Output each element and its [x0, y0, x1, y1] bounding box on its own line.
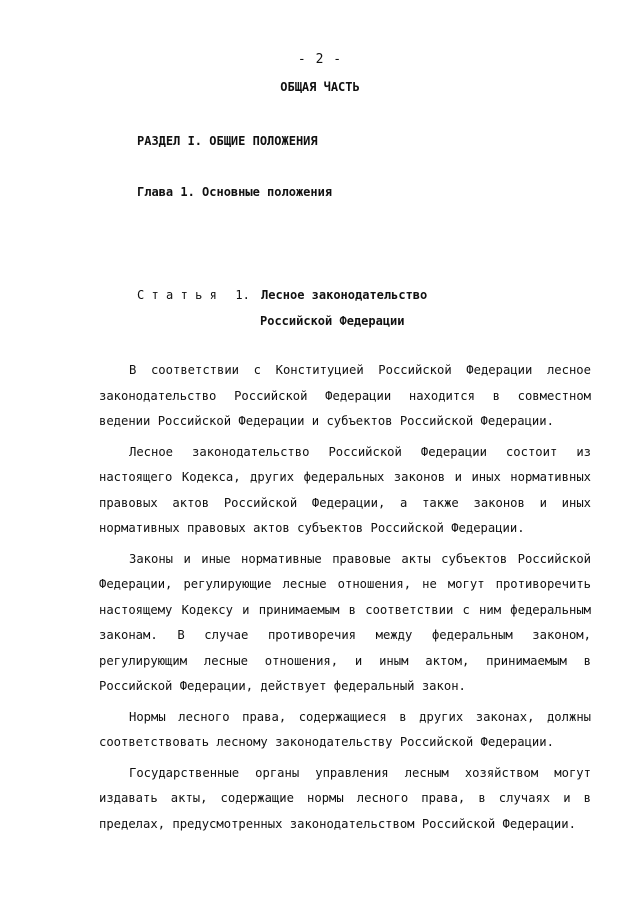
page-number: - 2 -: [297, 52, 343, 67]
chapter-title: Глава 1. Основные положения: [137, 185, 333, 199]
paragraph: Законы и иные нормативные правовые акты субъектов Российской Федерации, регулирующие лесные отношения, не могут противоречить настоящему Кодексу и принимаемым в соответствии с ним федеральным законам. В случае противоречия между федеральным законом, регулирующим лесные отношения, и иным актом, принимаемым в Российской Федерации, действует федеральный закон.: [99, 551, 591, 693]
article-body: [99, 358, 591, 842]
article-heading: [137, 288, 427, 302]
article-word: Статья: [137, 288, 225, 302]
paragraph: Лесное законодательство Российской Федерации состоит из настоящего Кодекса, других федеральных законов и иных нормативных правовых актов Российской Федерации, а также законов и иных нормативных правовых актов субъектов Российской Федерации.: [99, 444, 591, 535]
part-title: ОБЩАЯ ЧАСТЬ: [280, 80, 360, 94]
article-number: 1.: [235, 288, 250, 302]
article-title-line1: Лесное законодательство: [261, 288, 428, 302]
section-title: РАЗДЕЛ I. ОБЩИЕ ПОЛОЖЕНИЯ: [137, 134, 318, 148]
paragraph: Нормы лесного права, содержащиеся в других законах, должны соответствовать лесному законодательству Российской Федерации.: [99, 709, 591, 749]
article-title-line2: Российской Федерации: [260, 314, 405, 328]
paragraph: Государственные органы управления лесным хозяйством могут издавать акты, содержащие нормы лесного права, в случаях и в пределах, предусмотренных законодательством Российской Федерации.: [99, 765, 591, 831]
paragraph: В соответствии с Конституцией Российской Федерации лесное законодательство Российской Федерации находится в совместном ведении Российской Федерации и субъектов Российской Федерации.: [99, 363, 591, 428]
